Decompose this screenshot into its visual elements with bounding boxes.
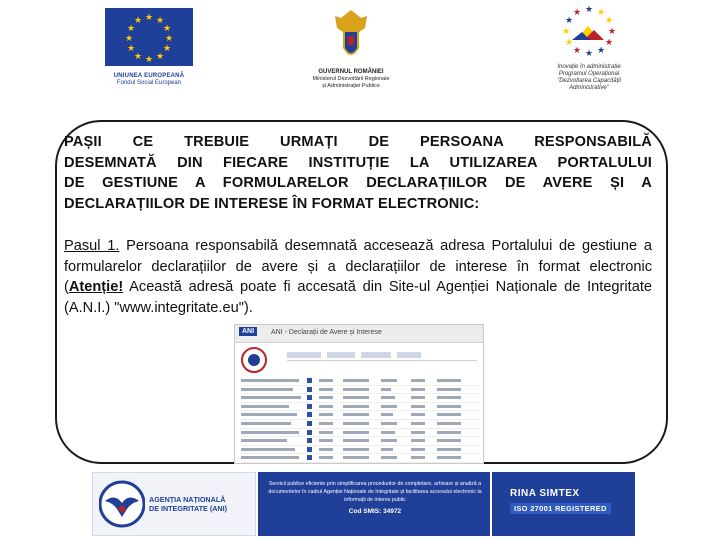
table-row [241, 420, 479, 429]
svg-text:★: ★ [162, 43, 172, 53]
programme-logo-line4: Administrative" [569, 85, 609, 91]
smis-code: Cod SMIS: 34972 [348, 507, 402, 515]
svg-text:★: ★ [564, 37, 574, 47]
agency-name [149, 495, 227, 513]
svg-text:★: ★ [126, 23, 136, 33]
svg-text:★: ★ [584, 4, 594, 14]
project-description-panel [258, 472, 490, 536]
svg-text:★: ★ [572, 45, 582, 55]
svg-text:★: ★ [144, 12, 154, 22]
portal-screenshot [234, 324, 484, 464]
programme-logo-line1: Inovație în administrație [557, 64, 621, 70]
svg-text:★: ★ [124, 33, 134, 43]
slide-heading [64, 132, 652, 214]
svg-text:★: ★ [584, 48, 594, 58]
step-text: Persoana responsabilă desemnată accesează adresa Portalului de gestiune a formularelor declarațiilor de avere și a declarațiilor de interese în format electronic ( [64, 238, 652, 295]
svg-text:★: ★ [604, 37, 614, 47]
table-row [241, 386, 479, 395]
svg-text:★: ★ [126, 43, 136, 53]
government-logo-line3: și Administrației Publice [322, 82, 380, 89]
svg-text:★: ★ [133, 15, 143, 25]
portal-tabs [287, 351, 477, 361]
svg-text:★: ★ [604, 15, 614, 25]
svg-text:★: ★ [572, 7, 582, 17]
eu-logo-subtitle: Fondul Social European [116, 80, 182, 86]
project-text: Servicii publice eficiente prin simplificarea procedurilor de completare, arhivare și analiză a documentelor în cadrul Agenției Naționale de Integritate și facilitarea accesului electronic la informații de interes public [268, 481, 482, 504]
svg-text:★: ★ [564, 15, 574, 25]
svg-text:★: ★ [561, 26, 571, 36]
heading-line: DE GESTIUNE A FORMULARELOR DECLARAȚIILOR DE AVERE ȘI A [64, 175, 652, 191]
ani-eagle-logo-icon [99, 479, 145, 529]
step-1-paragraph [64, 236, 652, 318]
svg-text:★: ★ [155, 51, 165, 61]
government-logo [286, 8, 416, 89]
ani-agency-panel [92, 472, 256, 536]
portal-table [241, 377, 479, 463]
table-row [241, 437, 479, 446]
government-logo-line2: Ministerul Dezvoltării Regionale [312, 76, 390, 82]
portal-title-bar [235, 325, 483, 343]
iso-badge: ISO 27001 REGISTERED [510, 503, 611, 514]
heading-line: PAȘII CE TREBUIE URMAȚI DE PERSOANA RESPONSABILĂ [64, 134, 652, 150]
star-ring-icon [554, 2, 624, 64]
svg-text:★: ★ [133, 51, 143, 61]
operational-programme-logo [534, 2, 644, 92]
eu-flag-icon [105, 8, 193, 66]
svg-text:★: ★ [144, 54, 154, 64]
table-row [241, 411, 479, 420]
step-text-end: Această adresă poate fi accesată din Site-ul Agenției Naționale de Integritate (A.N.I.) "www.integritate.eu"). [64, 279, 652, 316]
certification-panel [492, 472, 635, 536]
table-row [241, 403, 479, 412]
programme-logo-line2: Programul Operațional [558, 71, 620, 77]
eu-logo-title: UNIUNEA EUROPEANĂ [113, 73, 185, 79]
svg-text:★: ★ [164, 33, 174, 43]
table-row [241, 446, 479, 455]
rina-label: RINA SIMTEX [510, 488, 580, 499]
svg-text:★: ★ [596, 7, 606, 17]
coat-of-arms-icon [331, 8, 371, 64]
project-banner [92, 472, 635, 536]
step-label: Pasul 1. [64, 238, 120, 254]
project-description [266, 480, 484, 516]
table-row [241, 454, 479, 463]
eu-logo [104, 8, 194, 87]
government-logo-title: GUVERNUL ROMÂNIEI [318, 69, 384, 75]
agency-name-line1: AGENȚIA NAȚIONALĂ [149, 495, 226, 504]
ani-seal-icon [241, 347, 267, 373]
agency-name-line2: DE INTEGRITATE (ANI) [149, 504, 227, 513]
table-row [241, 377, 479, 386]
programme-logo-line3: "Dezvoltarea Capacității [557, 78, 621, 84]
heading-line: DECLARAȚIILOR DE INTERESE ÎN FORMAT ELECTRONIC: [64, 195, 480, 212]
attention-label: Atenție! [68, 279, 124, 295]
table-row [241, 429, 479, 438]
portal-badge: ANI [239, 327, 257, 336]
svg-text:★: ★ [155, 15, 165, 25]
svg-text:★: ★ [162, 23, 172, 33]
table-row [241, 394, 479, 403]
portal-title: ANI - Declarații de Avere și Interese [271, 329, 382, 336]
svg-text:★: ★ [607, 26, 617, 36]
svg-text:★: ★ [596, 45, 606, 55]
heading-line: DESEMNATĂ DIN FIECARE INSTITUȚIE LA UTILIZAREA PORTALULUI [64, 154, 652, 171]
